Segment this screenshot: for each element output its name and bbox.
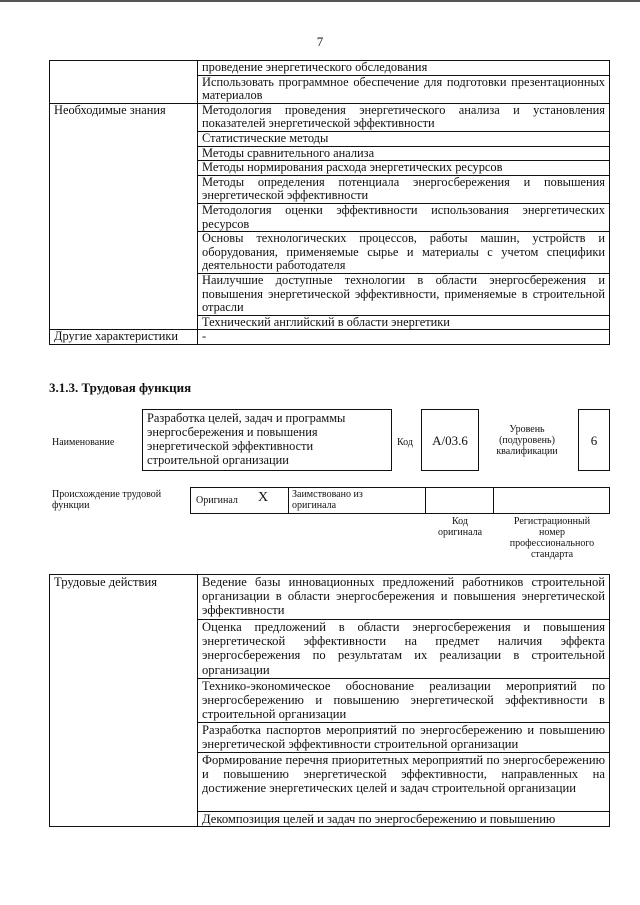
empty-cell: [50, 61, 198, 104]
table-cell: Методология оценки эффективности использования энергетических ресурсов: [198, 203, 610, 231]
level-label: Уровень (подуровень) квалификации: [496, 424, 558, 457]
table-cell: Методы сравнительного анализа: [198, 146, 610, 161]
actions-table: [49, 574, 610, 827]
row-label-actions: Трудовые действия: [50, 575, 198, 827]
table-cell: Разработка паспортов мероприятий по энергосбережению и повышению энергетической эффективности строительной организации: [198, 723, 610, 753]
table-cell: -: [198, 330, 610, 345]
original-label: Оригинал: [196, 495, 238, 506]
level-box: 6: [578, 409, 610, 471]
function-name-box: Разработка целей, задач и программы энергосбережения и повышения энергетической эффективности строительной организации: [142, 409, 392, 471]
table-cell: Декомпозиция целей и задач по энергосбережению и повышению: [198, 812, 610, 827]
name-label: Наименование: [52, 437, 115, 448]
code-label: Код: [397, 437, 413, 448]
page-number: 7: [316, 34, 324, 49]
table-cell: Наилучшие доступные технологии в области энергосбережения и повышения энергетической эффективности, применяемые в строительной отрасли: [198, 273, 610, 315]
table-cell: Основы технологических процессов, работы машин, устройств и оборудования, применяемые сырье и материалы с учетом специфики деятельности работодателя: [198, 232, 610, 274]
table-cell: Оценка предложений в области энергосбережения и повышения энергетической эффективности на предмет наличия эффекта энергосбережения по результатам их реализации в строительной организации: [198, 620, 610, 679]
divider: [288, 487, 289, 514]
code-box: A/03.6: [421, 409, 479, 471]
reg-number-label: Регистрационный номер профессионального стандарта: [509, 516, 595, 560]
knowledge-table: [49, 60, 610, 345]
row-label-other: Другие характеристики: [50, 330, 198, 345]
table-cell: проведение энергетического обследования: [198, 61, 610, 76]
table-cell: Методы нормирования расхода энергетических ресурсов: [198, 161, 610, 176]
origin-box: [190, 487, 610, 514]
original-mark: X: [258, 490, 269, 505]
table-cell: Технический английский в области энергетики: [198, 315, 610, 330]
table-cell: Ведение базы инновационных предложений работников строительной организации в области энергосбережения и повышения энергетической эффективности: [198, 575, 610, 620]
table-cell: Формирование перечня приоритетных мероприятий по энергосбережению и повышению энергетической эффективности, направленных на достижение энергетических целей и задач строительной организации: [198, 753, 610, 812]
divider: [493, 487, 494, 514]
borrowed-label: Заимствовано из оригинала: [292, 489, 363, 511]
section-title: 3.1.3. Трудовая функция: [49, 380, 192, 395]
divider: [425, 487, 426, 514]
table-cell: Методы определения потенциала энергосбережения и повышения энергетической эффективности: [198, 175, 610, 203]
top-rule: [0, 0, 640, 2]
origin-label: Происхождение трудовой функции: [52, 489, 162, 511]
code-original-label: Код оригинала: [437, 516, 483, 538]
table-cell: Методология проведения энергетического анализа и установления показателей энергетической эффективности: [198, 103, 610, 131]
table-cell: Использовать программное обеспечение для подготовки презентационных материалов: [198, 75, 610, 103]
row-label-knowledge: Необходимые знания: [50, 103, 198, 330]
table-cell: Статистические методы: [198, 131, 610, 146]
table-cell: Технико-экономическое обоснование реализации мероприятий по энергосбережению и повышению энергетической эффективности в строительной организации: [198, 679, 610, 723]
